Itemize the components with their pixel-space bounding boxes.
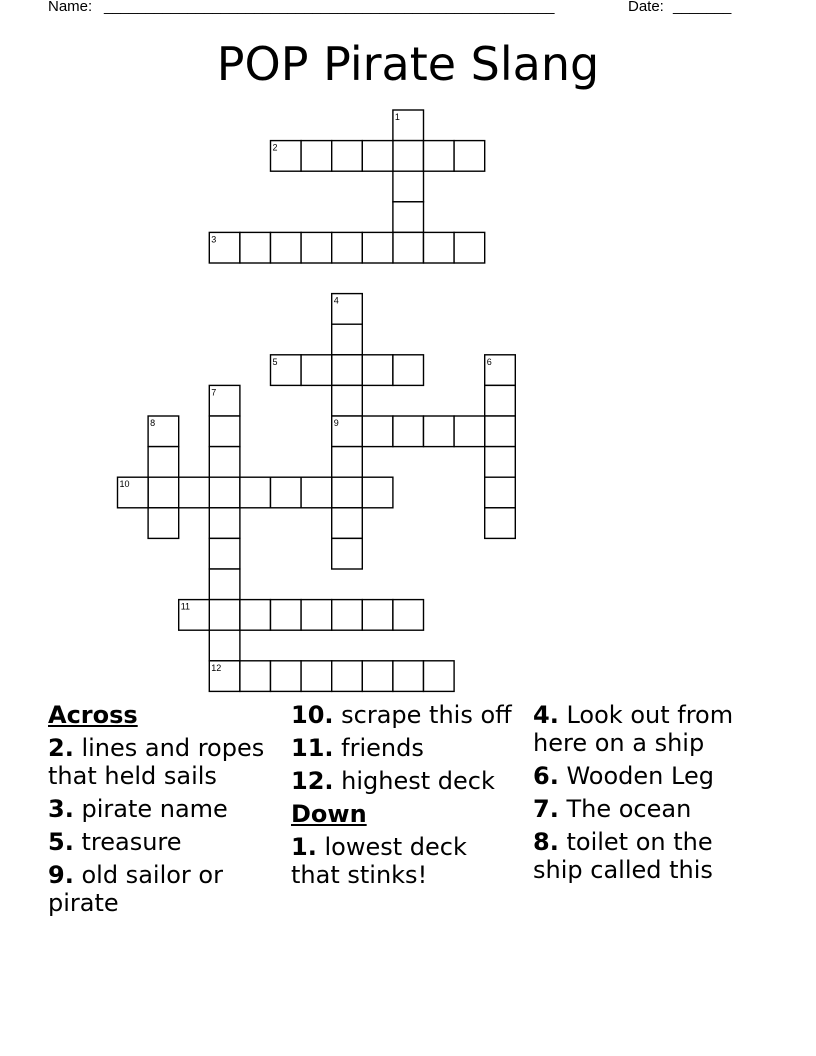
clue-text: old sailor or pirate bbox=[48, 861, 223, 917]
grid-cell[interactable] bbox=[148, 477, 179, 508]
grid-cell[interactable] bbox=[301, 355, 332, 386]
grid-cell[interactable] bbox=[240, 232, 271, 263]
grid-cell[interactable] bbox=[393, 600, 424, 631]
clue-number: 8. bbox=[533, 828, 559, 856]
clue-down-6 bbox=[533, 762, 763, 790]
grid-cell[interactable] bbox=[240, 600, 271, 631]
clue-down-4 bbox=[533, 701, 763, 757]
grid-cell[interactable] bbox=[271, 232, 302, 263]
grid-cell[interactable] bbox=[485, 477, 516, 508]
clue-across-11 bbox=[291, 734, 521, 762]
grid-cell[interactable] bbox=[362, 355, 393, 386]
grid-cell[interactable] bbox=[454, 232, 485, 263]
grid-cell[interactable] bbox=[454, 416, 485, 447]
cell-number: 9 bbox=[333, 418, 339, 428]
grid-cell[interactable] bbox=[332, 232, 363, 263]
grid-cell[interactable] bbox=[362, 416, 393, 447]
clue-number: 5. bbox=[48, 828, 74, 856]
clue-number: 3. bbox=[48, 795, 74, 823]
grid-cell[interactable] bbox=[332, 355, 363, 386]
clue-number: 2. bbox=[48, 734, 74, 762]
grid-cell[interactable] bbox=[301, 661, 332, 692]
puzzle-title: POP Pirate Slang bbox=[216, 37, 600, 91]
clue-column-3 bbox=[533, 701, 763, 889]
grid-cell[interactable] bbox=[209, 508, 240, 539]
grid-cell[interactable] bbox=[485, 416, 516, 447]
date-blank[interactable]: _______ bbox=[673, 0, 732, 15]
grid-cell[interactable] bbox=[393, 355, 424, 386]
grid-cell[interactable] bbox=[301, 600, 332, 631]
grid-cell[interactable] bbox=[332, 447, 363, 478]
name-label: Name: bbox=[48, 0, 93, 15]
clue-number: 12. bbox=[291, 767, 334, 795]
cell-number: 5 bbox=[272, 356, 278, 367]
cell-number: 8 bbox=[150, 418, 156, 428]
grid-cell[interactable] bbox=[393, 232, 424, 263]
clue-number: 6. bbox=[533, 762, 559, 790]
grid-cell[interactable] bbox=[485, 508, 516, 539]
grid-cell[interactable] bbox=[271, 600, 302, 631]
clue-text: friends bbox=[341, 734, 424, 762]
clue-number: 10. bbox=[291, 701, 334, 729]
clue-down-7 bbox=[533, 795, 763, 823]
grid-cell[interactable] bbox=[362, 141, 393, 172]
clue-text: lowest deck that stinks! bbox=[291, 833, 467, 889]
down-heading: Down bbox=[291, 800, 367, 828]
grid-cell[interactable] bbox=[209, 569, 240, 600]
grid-cell[interactable] bbox=[301, 141, 332, 172]
clue-column-2 bbox=[291, 701, 521, 894]
grid-cell[interactable] bbox=[209, 477, 240, 508]
cell-number: 2 bbox=[272, 142, 278, 153]
grid-cell[interactable] bbox=[362, 661, 393, 692]
cell-number: 3 bbox=[211, 234, 217, 245]
grid-cell[interactable] bbox=[209, 538, 240, 569]
cell-number: 7 bbox=[211, 387, 217, 398]
clue-text: scrape this off bbox=[341, 701, 512, 729]
grid-cell[interactable] bbox=[209, 600, 240, 631]
clue-across-9 bbox=[48, 861, 273, 917]
grid-cell[interactable] bbox=[424, 232, 455, 263]
grid-cell[interactable] bbox=[209, 630, 240, 661]
grid-cell[interactable] bbox=[362, 600, 393, 631]
clue-number: 9. bbox=[48, 861, 74, 889]
grid-cell[interactable] bbox=[240, 661, 271, 692]
grid-cell[interactable] bbox=[362, 477, 393, 508]
clue-down-1 bbox=[291, 833, 521, 889]
clue-across-2 bbox=[48, 734, 273, 790]
date-label: Date: bbox=[628, 0, 664, 15]
grid-cell[interactable] bbox=[271, 661, 302, 692]
grid-cell[interactable] bbox=[393, 141, 424, 172]
grid-cell[interactable] bbox=[393, 171, 424, 202]
grid-cell[interactable] bbox=[332, 661, 363, 692]
grid-cell[interactable] bbox=[393, 202, 424, 233]
clue-text: lines and ropes that held sails bbox=[48, 734, 265, 790]
grid-cell[interactable] bbox=[332, 508, 363, 539]
grid-cell[interactable] bbox=[209, 447, 240, 478]
grid-cell[interactable] bbox=[271, 477, 302, 508]
grid-cell[interactable] bbox=[393, 661, 424, 692]
clue-text: Wooden Leg bbox=[566, 762, 714, 790]
clue-number: 4. bbox=[533, 701, 559, 729]
cell-number: 4 bbox=[333, 295, 339, 306]
grid-cell[interactable] bbox=[362, 232, 393, 263]
grid-cell[interactable] bbox=[424, 661, 455, 692]
name-blank[interactable]: ______________________________________________________ bbox=[104, 0, 555, 15]
clue-column-1 bbox=[48, 701, 273, 922]
grid-cell[interactable] bbox=[424, 416, 455, 447]
clue-text: toilet on the ship called this bbox=[533, 828, 713, 884]
grid-cell[interactable] bbox=[301, 477, 332, 508]
clue-text: Look out from here on a ship bbox=[533, 701, 734, 757]
grid-cell[interactable] bbox=[332, 324, 363, 355]
grid-cell[interactable] bbox=[240, 477, 271, 508]
grid-cell[interactable] bbox=[148, 447, 179, 478]
cell-number: 1 bbox=[394, 112, 400, 122]
clue-number: 1. bbox=[291, 833, 317, 861]
clue-across-5 bbox=[48, 828, 273, 856]
cell-number: 6 bbox=[486, 356, 492, 367]
grid-cell[interactable] bbox=[301, 232, 332, 263]
grid-cell[interactable] bbox=[332, 141, 363, 172]
cell-number: 11 bbox=[180, 601, 191, 612]
grid-cell[interactable] bbox=[332, 600, 363, 631]
grid-cell[interactable] bbox=[393, 416, 424, 447]
grid-cell[interactable] bbox=[332, 538, 363, 569]
clue-text: highest deck bbox=[341, 767, 495, 795]
grid-cell[interactable] bbox=[179, 477, 210, 508]
cell-number: 10 bbox=[119, 479, 130, 490]
grid-cell[interactable] bbox=[485, 385, 516, 416]
cell-number: 12 bbox=[211, 662, 222, 673]
across-heading: Across bbox=[48, 701, 138, 729]
clue-number: 7. bbox=[533, 795, 559, 823]
grid-cell[interactable] bbox=[424, 141, 455, 172]
clue-number: 11. bbox=[291, 734, 334, 762]
clue-across-12 bbox=[291, 767, 521, 795]
clue-down-8 bbox=[533, 828, 763, 884]
grid-cell[interactable] bbox=[454, 141, 485, 172]
grid-cell[interactable] bbox=[209, 416, 240, 447]
clue-text: pirate name bbox=[81, 795, 228, 823]
grid-cell[interactable] bbox=[148, 508, 179, 539]
grid-cell[interactable] bbox=[332, 477, 363, 508]
clue-across-3 bbox=[48, 795, 273, 823]
clue-across-10 bbox=[291, 701, 521, 729]
clue-text: treasure bbox=[81, 828, 182, 856]
grid-cell[interactable] bbox=[485, 447, 516, 478]
clue-text: The ocean bbox=[566, 795, 692, 823]
grid-cell[interactable] bbox=[332, 385, 363, 416]
